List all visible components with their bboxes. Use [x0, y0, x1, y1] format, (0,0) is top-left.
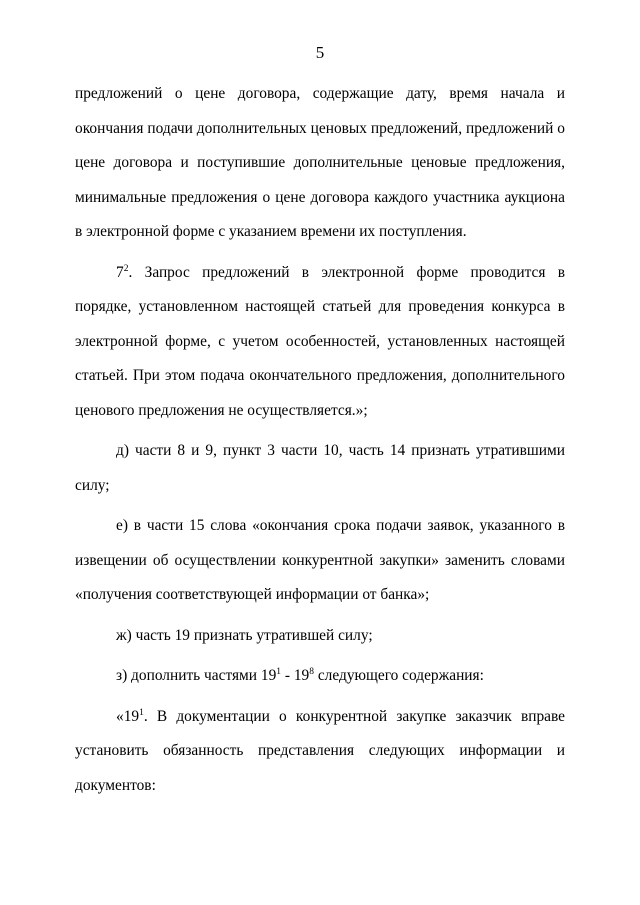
paragraph-text: - 19 — [281, 667, 310, 684]
clause-number: «19 — [116, 707, 140, 725]
paragraph-text: д) части 8 и 9, пункт 3 части 10, часть 14 признать утратившими силу; — [75, 442, 565, 494]
paragraph-item-zh — [75, 619, 565, 654]
paragraph-text: . Запрос предложений в электронной форме проводится в порядке, установленном настоящей статьей для проведения конкурса в электронной форме, с учетом особенностей, установленных настоящей статьей. При этом подача окончательного предложения, дополнительного ценового предложения не осуществляется.»; — [75, 263, 565, 419]
paragraph-item-d — [75, 434, 565, 503]
paragraph-text: следующего содержания: — [314, 667, 484, 684]
page-number: 5 — [315, 43, 325, 62]
clause-superscript: 2 — [123, 263, 129, 274]
superscript: 8 — [309, 667, 314, 677]
paragraph-text: е) в части 15 слова «окончания срока подачи заявок, указанного в извещении об осуществлении конкурентной закупки» заменить словами «получения соответствующей информации от банка»; — [75, 517, 565, 603]
paragraph-text: . В документации о конкурентной закупке заказчик вправе установить обязанность представления следующих информации и документов: — [75, 707, 565, 794]
paragraph-item-z — [75, 659, 565, 694]
paragraph-part-19-1 — [75, 700, 565, 804]
superscript: 1 — [276, 667, 282, 677]
paragraph-request-for-proposals — [75, 256, 565, 429]
clause-number: 7 — [116, 263, 124, 281]
paragraph-text: ж) часть 19 признать утратившей силу; — [116, 626, 373, 644]
paragraph-auction-protocol — [75, 77, 565, 250]
clause-superscript: 1 — [139, 707, 144, 718]
document-body — [75, 77, 565, 803]
paragraph-item-e — [75, 509, 565, 613]
paragraph-text: предложений о цене договора, содержащие дату, время начала и окончания подачи дополнительных ценовых предложений, предложений о цене договора и поступившие дополнительные ценовые предложения, минимальные предложения о цене договора каждого участника аукциона в электронной форме с указанием времени их поступления. — [75, 85, 565, 240]
paragraph-text: з) дополнить частями 19 — [116, 667, 277, 684]
